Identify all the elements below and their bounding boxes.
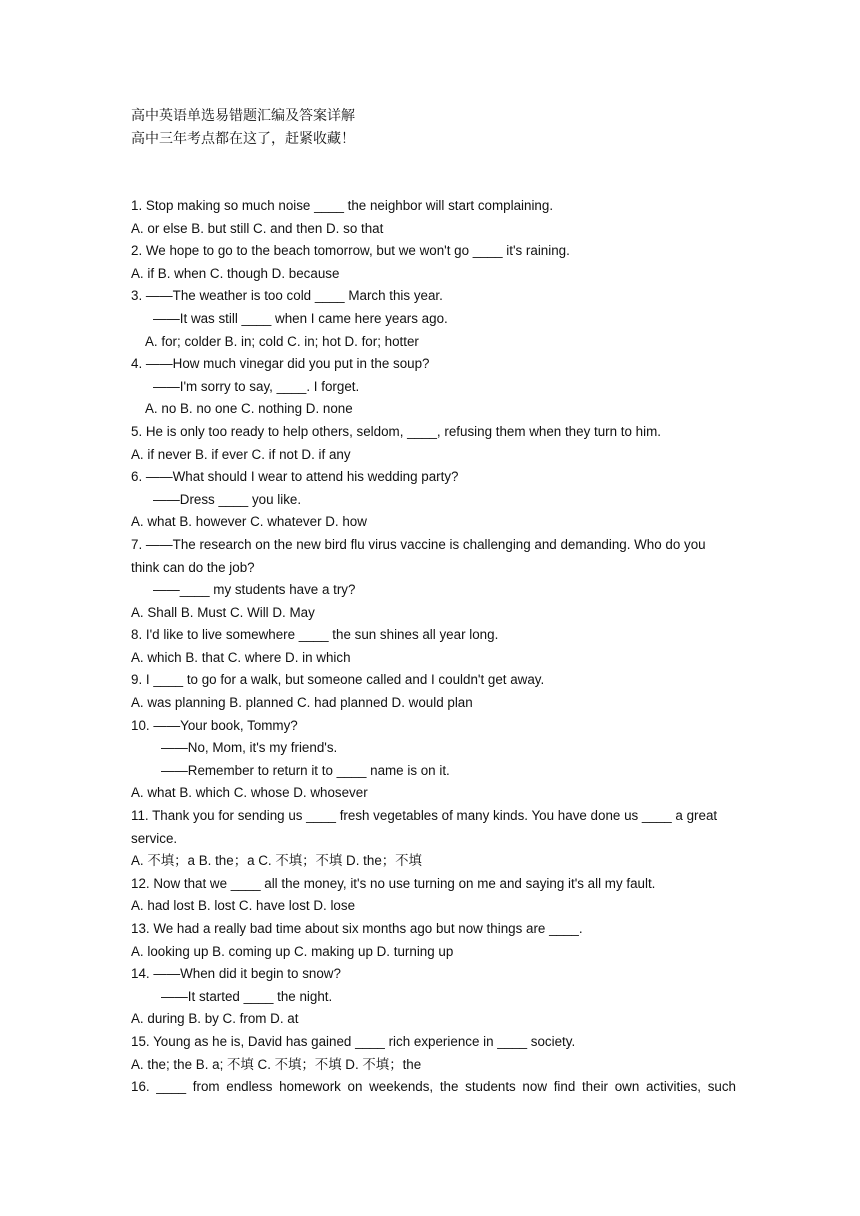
- question-13-stem: 13. We had a really bad time about six months ago but now things are ____.: [131, 921, 583, 936]
- question-2-stem: 2. We hope to go to the beach tomorrow, but we won't go ____ it's raining.: [131, 243, 570, 259]
- question-9-options: A. was planning B. planned C. had planned D. would plan: [131, 695, 473, 711]
- question-list: [131, 195, 736, 1099]
- question-4-stem: 4. ——How much vinegar did you put in the soup?: [131, 356, 430, 372]
- question-15-stem: 15. Young as he is, David has gained ____ rich experience in ____ society.: [131, 1033, 576, 1049]
- question-6-stem: 6. ——What should I wear to attend his wedding party?: [131, 469, 459, 485]
- question-2-options: A. if B. when C. though D. because: [131, 265, 340, 281]
- question-11-options: A. 不填；a B. the；a C. 不填；不填 D. the；不填: [131, 853, 422, 869]
- question-10-options: A. what B. which C. whose D. whosever: [131, 785, 368, 801]
- question-5-stem: 5. He is only too ready to help others, seldom, ____, refusing them when they turn to him.: [131, 423, 661, 439]
- question-8-options: A. which B. that C. where D. in which: [131, 649, 351, 665]
- document-header: [131, 105, 355, 151]
- question-4-options: A. no B. no one C. nothing D. none: [145, 401, 353, 417]
- question-1-options: A. or else B. but still C. and then D. so that: [131, 220, 384, 236]
- question-5-options: A. if never B. if ever C. if not D. if any: [131, 446, 351, 462]
- question-1-stem: 1. Stop making so much noise ____ the neighbor will start complaining.: [131, 198, 554, 213]
- question-10-stem: 10. ——Your book, Tommy?: [131, 717, 298, 733]
- question-8-stem: 8. I'd like to live somewhere ____ the sun shines all year long.: [131, 627, 499, 643]
- question-3-options: A. for; colder B. in; cold C. in; hot D. for; hotter: [145, 333, 419, 349]
- question-6-options: A. what B. however C. whatever D. how: [131, 514, 367, 530]
- question-12-options: A. had lost B. lost C. have lost D. lose: [131, 898, 356, 914]
- question-3-stem: 3. ——The weather is too cold ____ March this year.: [131, 288, 443, 304]
- question-13-options: A. looking up B. coming up C. making up D. turning up: [131, 943, 454, 959]
- question-14-stem: 14. ——When did it begin to snow?: [131, 966, 341, 982]
- question-16-stem: 16. ____ from endless homework on weekends, the students now find their own activities, such: [131, 1079, 736, 1095]
- question-7-stem: 7. ——The research on the new bird flu virus vaccine is challenging and demanding. Who do you think can do the job?: [131, 536, 706, 575]
- question-14-options: A. during B. by C. from D. at: [131, 1011, 299, 1027]
- question-6-dialogue: ——Dress ____ you like.: [153, 491, 302, 507]
- question-10-dialogue-1: ——No, Mom, it's my friend's.: [161, 740, 338, 756]
- question-12-stem: 12. Now that we ____ all the money, it's no use turning on me and saying it's all my fault.: [131, 875, 656, 891]
- question-4-dialogue: ——I'm sorry to say, ____. I forget.: [153, 378, 360, 394]
- question-7-dialogue: ——____ my students have a try?: [153, 582, 356, 598]
- question-11-stem: 11. Thank you for sending us ____ fresh vegetables of many kinds. You have done us ____ a great service.: [131, 808, 718, 846]
- question-7-options: A. Shall B. Must C. Will D. May: [131, 604, 315, 620]
- question-3-dialogue: ——It was still ____ when I came here years ago.: [153, 310, 448, 326]
- document-subtitle: 高中三年考点都在这了，赶紧收藏！: [131, 131, 355, 147]
- document-title: 高中英语单选易错题汇编及答案详解: [131, 108, 355, 124]
- question-9-stem: 9. I ____ to go for a walk, but someone called and I couldn't get away.: [131, 672, 545, 688]
- question-14-dialogue: ——It started ____ the night.: [161, 988, 333, 1004]
- question-10-dialogue-2: ——Remember to return it to ____ name is on it.: [161, 762, 450, 778]
- question-15-options: A. the; the B. a; 不填 C. 不填；不填 D. 不填；the: [131, 1056, 422, 1072]
